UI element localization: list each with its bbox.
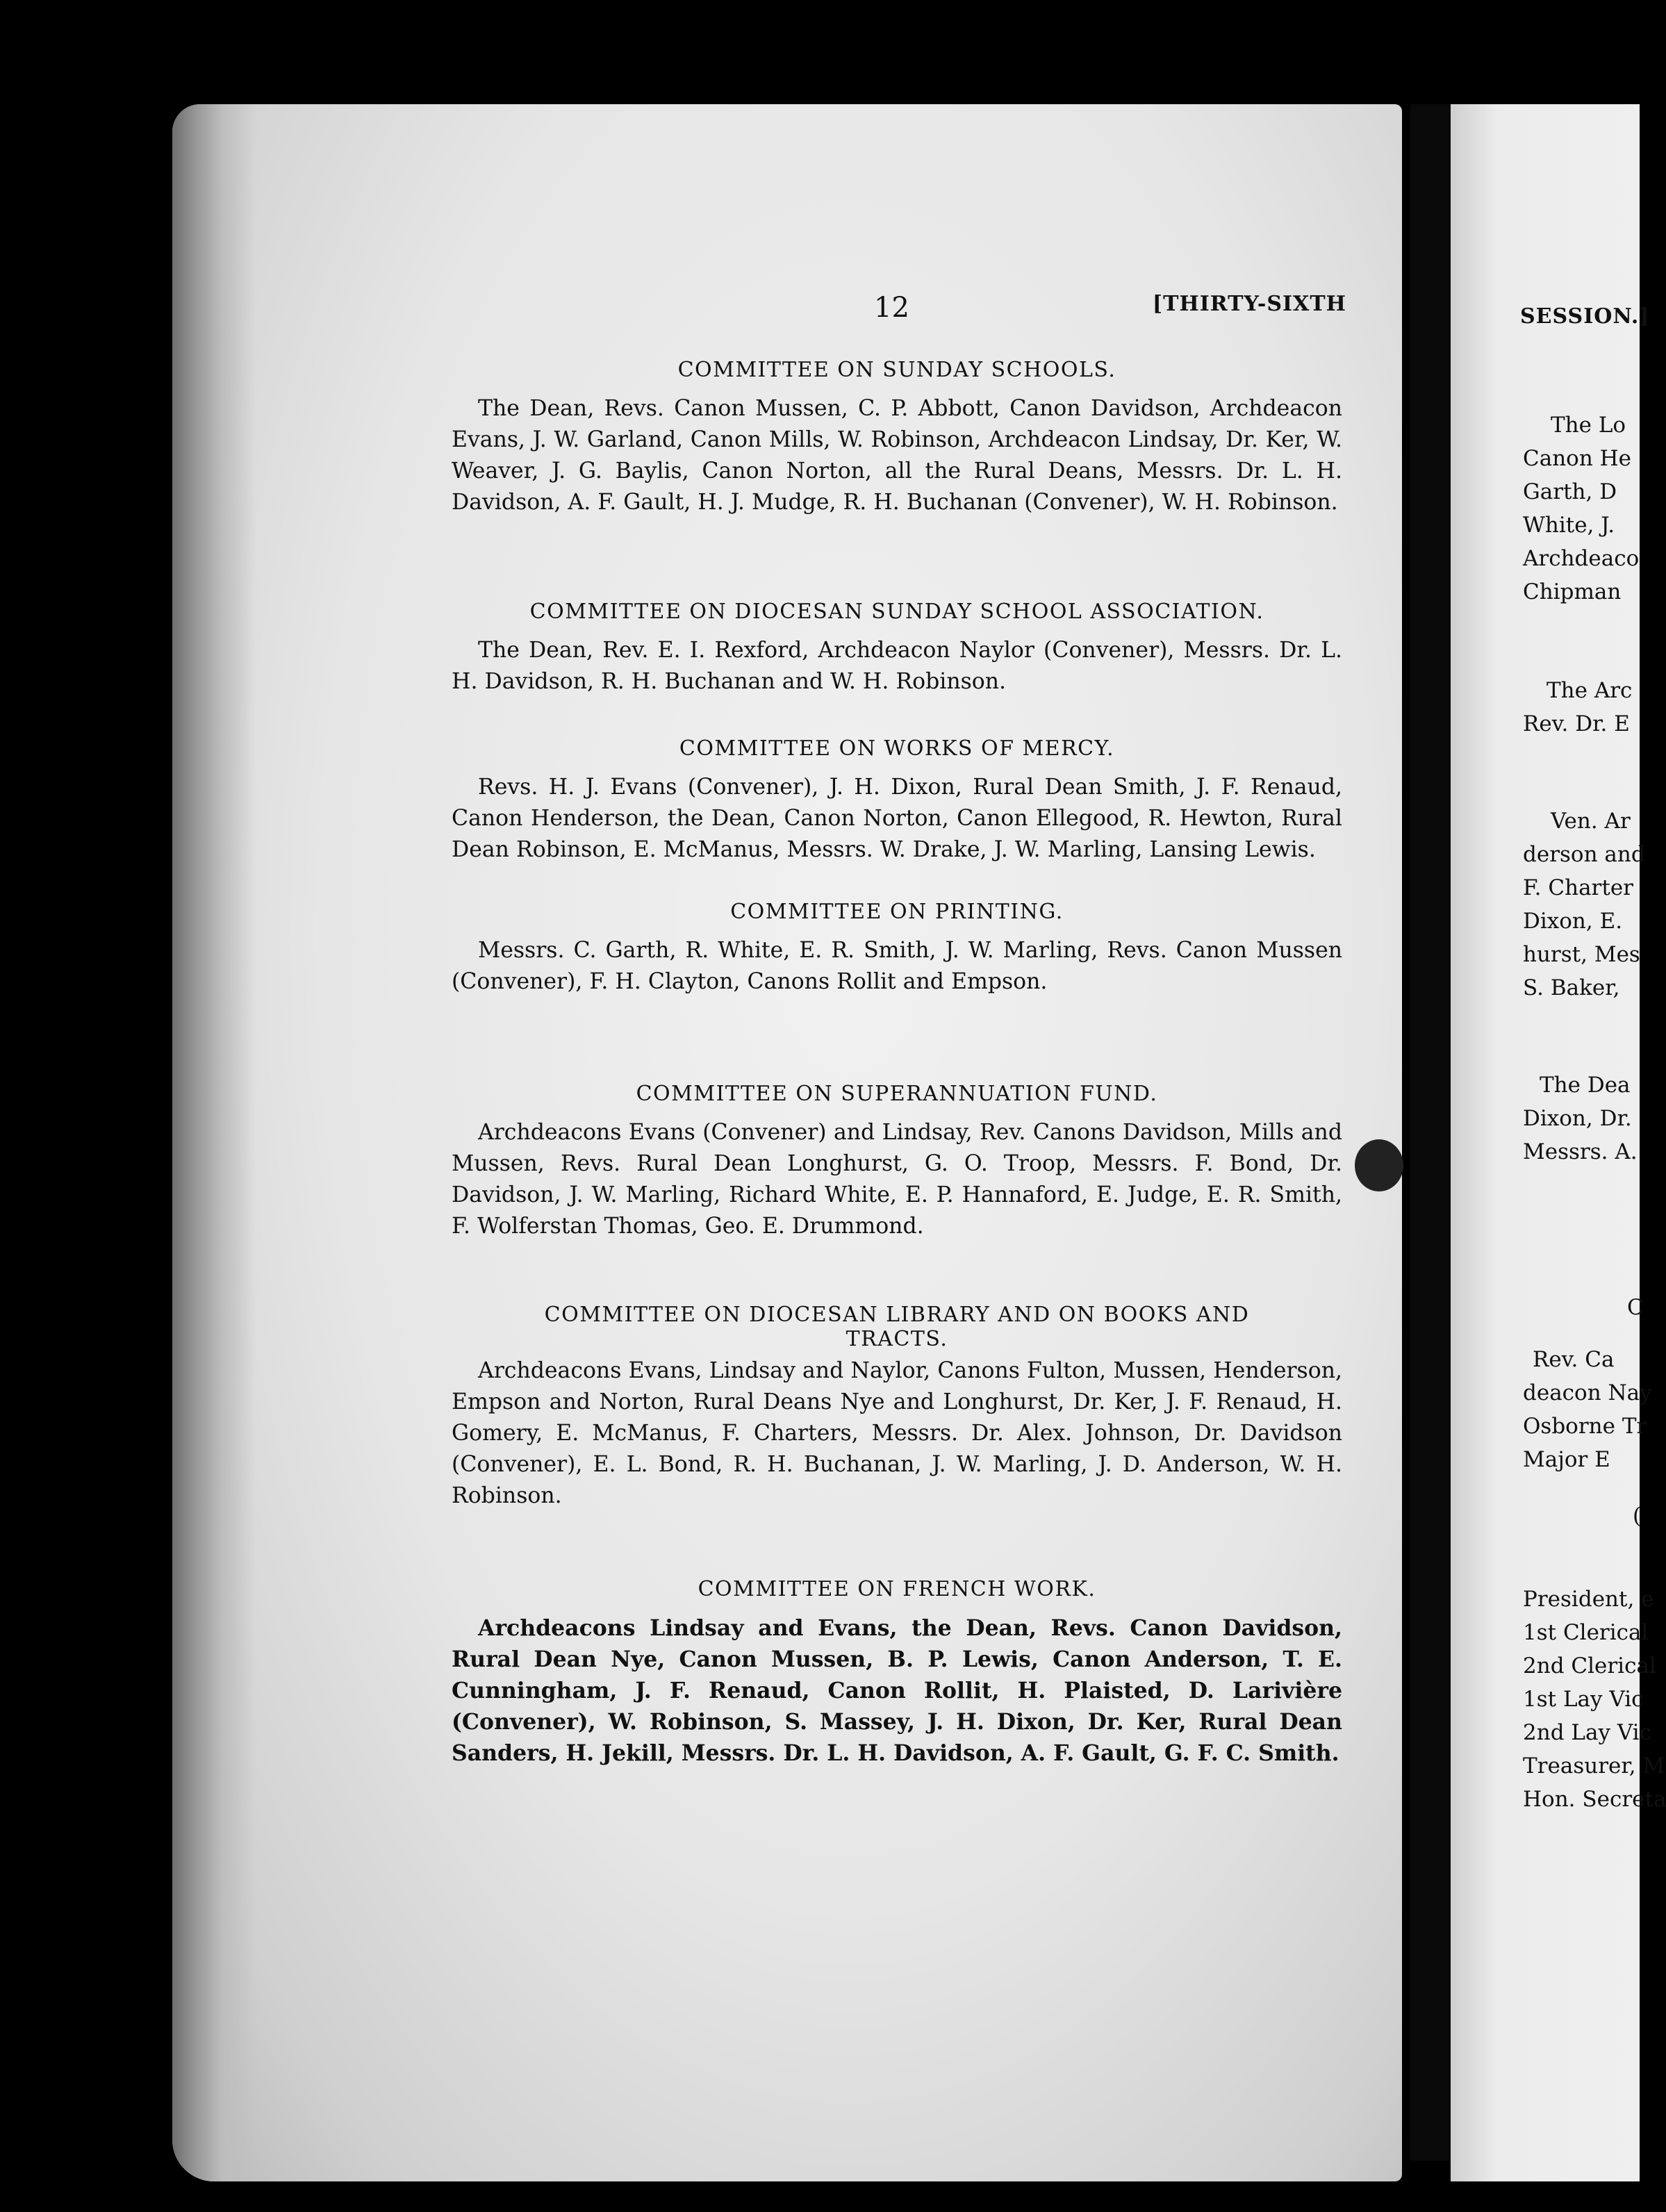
right-page-line: C — [1627, 1295, 1644, 1320]
right-page-line: Archdeaco — [1523, 546, 1640, 571]
page-header — [452, 292, 1346, 327]
running-title: [THIRTY-SIXTH — [1152, 292, 1346, 316]
right-page-line: F. Charter — [1523, 875, 1633, 900]
section-body: The Dean, Revs. Canon Mussen, C. P. Abbott, Canon Davidson, Archdeacon Evans, J. W. Garland, Canon Mills, W. Robinson, Archdeacon Lindsay, Dr. Ker, W. Weaver, J. G. Baylis, Canon Norton, all the Rural Deans, Messrs. Dr. L. H. Davidson, A. F. Gault, H. J. Mudge, R. H. Buchanan (Convener), W. H. Robinson. — [452, 396, 1342, 515]
page-number: 12 — [874, 292, 909, 324]
right-page-line: Dixon, Dr. — [1523, 1106, 1632, 1131]
section-heading: COMMITTEE ON FRENCH WORK. — [698, 1577, 1096, 1601]
right-page-line: S. Baker, — [1523, 975, 1620, 1000]
right-page-line: Hon. Secreta — [1523, 1787, 1666, 1812]
right-page-line: White, J. — [1523, 513, 1615, 538]
right-page-line: Ven. Ar — [1551, 809, 1631, 834]
right-page-line: 2nd Lay Vic — [1523, 1720, 1651, 1745]
right-page-line: The Arc — [1547, 678, 1633, 703]
section-body: Archdeacons Evans, Lindsay and Naylor, Canons Fulton, Mussen, Henderson, Empson and Norton, Rural Deans Nye and Longhurst, Dr. Ker, J. F. Renaud, H. Gomery, E. McManus, F. Charters, Messrs. Dr. Alex. Johnson, Dr. Davidson (Convener), E. L. Bond, R. H. Buchanan, J. W. Marling, J. D. Anderson, W. H. Robinson. — [452, 1358, 1342, 1508]
book-spine — [1410, 104, 1451, 2161]
right-page-line: The Lo — [1551, 413, 1626, 438]
right-page-line: 1st Clerical — [1523, 1620, 1649, 1645]
right-page-line: Osborne Tr — [1523, 1414, 1647, 1439]
right-page-line: Garth, D — [1523, 479, 1617, 504]
right-page-line: ( — [1633, 1503, 1642, 1528]
section-works-of-mercy — [452, 736, 1342, 866]
right-page-line: Major E — [1523, 1447, 1610, 1472]
section-body: Archdeacons Evans (Convener) and Lindsay, Rev. Canons Davidson, Mills and Mussen, Revs. Rural Dean Longhurst, G. O. Troop, Messrs. F. Bond, Dr. Davidson, J. W. Marling, Richard White, E. P. Hannaford, E. Judge, E. R. Smith, F. Wolferstan Thomas, Geo. E. Drummond. — [452, 1120, 1342, 1239]
section-heading: COMMITTEE ON WORKS OF MERCY. — [679, 736, 1115, 761]
section-heading: COMMITTEE ON SUPERANNUATION FUND. — [636, 1082, 1158, 1106]
section-heading: COMMITTEE ON DIOCESAN SUNDAY SCHOOL ASSOCIATION. — [529, 600, 1264, 624]
section-french-work — [452, 1577, 1342, 1769]
right-running-title: SESSION.] — [1520, 304, 1650, 329]
right-page-line: Chipman — [1523, 579, 1622, 604]
right-page-line: President, e — [1523, 1587, 1654, 1612]
section-diocesan-sunday-school-association — [452, 600, 1342, 698]
right-page-line: Messrs. A. — [1523, 1139, 1638, 1164]
section-body: Messrs. C. Garth, R. White, E. R. Smith, J. W. Marling, Revs. Canon Mussen (Convener), F. H. Clayton, Canons Rollit and Empson. — [452, 938, 1342, 994]
right-page-line: hurst, Mes — [1523, 942, 1640, 967]
section-body: The Dean, Rev. E. I. Rexford, Archdeacon Naylor (Convener), Messrs. Dr. L. H. Davidson, R. H. Buchanan and W. H. Robinson. — [452, 638, 1342, 694]
right-page-line: Treasurer, M — [1523, 1753, 1665, 1778]
section-heading: COMMITTEE ON PRINTING. — [730, 900, 1064, 924]
section-body: Revs. H. J. Evans (Convener), J. H. Dixon, Rural Dean Smith, J. F. Renaud, Canon Henderson, the Dean, Canon Norton, Canon Ellegood, R. Hewton, Rural Dean Robinson, E. McManus, Messrs. W. Drake, J. W. Marling, Lansing Lewis. — [452, 775, 1342, 862]
right-page-line: Rev. Dr. E — [1523, 711, 1630, 736]
right-page-line: derson and — [1523, 842, 1645, 867]
section-printing — [452, 900, 1342, 998]
section-diocesan-library — [452, 1303, 1342, 1512]
right-page-line: Canon He — [1523, 446, 1632, 471]
section-heading: COMMITTEE ON SUNDAY SCHOOLS. — [677, 358, 1116, 382]
section-sunday-schools — [452, 358, 1342, 518]
right-page-line: 1st Lay Vic — [1523, 1687, 1644, 1712]
section-heading: COMMITTEE ON DIOCESAN LIBRARY AND ON BOOKS AND TRACTS. — [544, 1303, 1250, 1351]
right-page-line: deacon Nay — [1523, 1380, 1652, 1405]
right-page-line: 2nd Clerical — [1523, 1653, 1656, 1678]
right-page-line: The Dea — [1540, 1073, 1631, 1098]
right-page-line: Rev. Ca — [1533, 1347, 1615, 1372]
section-body: Archdeacons Lindsay and Evans, the Dean, Revs. Canon Davidson, Rural Dean Nye, Canon Mussen, B. P. Lewis, Canon Anderson, T. E. Cunningham, J. F. Renaud, Canon Rollit, H. Plaisted, D. Larivière (Convener), W. Robinson, S. Massey, J. H. Dixon, Dr. Ker, Rural Dean Sanders, H. Jekill, Messrs. Dr. L. H. Davidson, A. F. Gault, G. F. C. Smith. — [452, 1615, 1342, 1766]
ink-blot — [1355, 1139, 1403, 1191]
section-superannuation-fund — [452, 1082, 1342, 1242]
right-page-line: Dixon, E. — [1523, 909, 1623, 934]
page-edge-shadow — [172, 104, 256, 2181]
